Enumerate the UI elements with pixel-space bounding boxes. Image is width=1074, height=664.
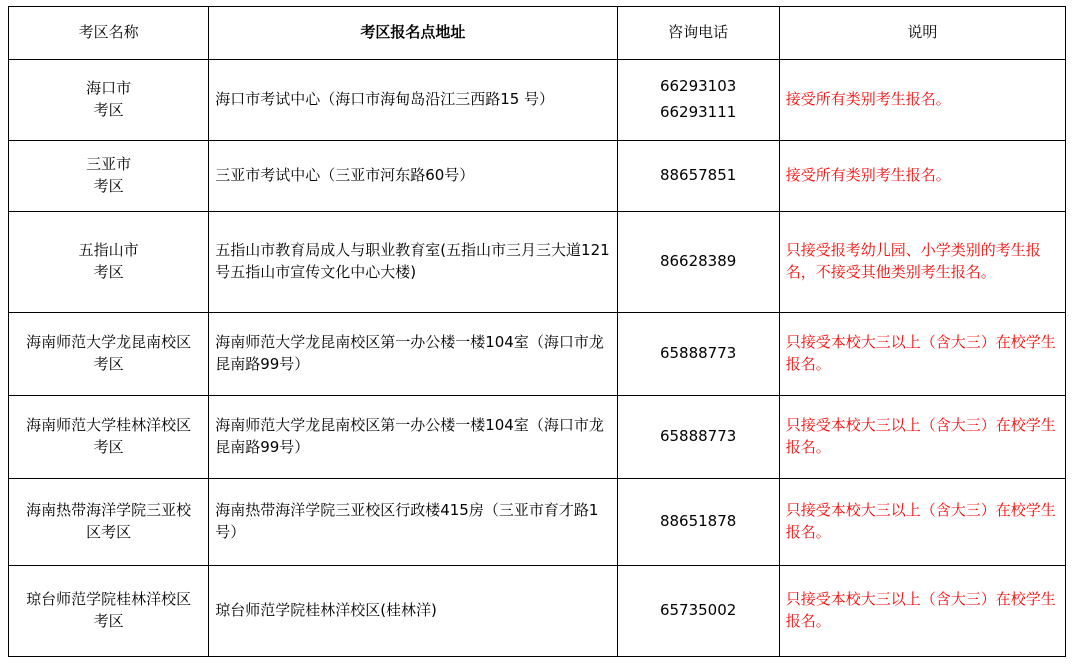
cell-address: 海南师范大学龙昆南校区第一办公楼一楼104室（海口市龙昆南路99号） bbox=[209, 313, 617, 396]
cell-district bbox=[9, 479, 209, 566]
cell-note: 接受所有类别考生报名。 bbox=[779, 141, 1065, 212]
cell-district bbox=[9, 212, 209, 313]
table-row bbox=[9, 566, 1066, 657]
cell-phone bbox=[617, 566, 779, 657]
cell-address: 三亚市考试中心（三亚市河东路60号） bbox=[209, 141, 617, 212]
cell-note: 只接受本校大三以上（含大三）在校学生报名。 bbox=[779, 479, 1065, 566]
cell-address: 琼台师范学院桂林洋校区(桂林洋) bbox=[209, 566, 617, 657]
district-line-1: 三亚市 bbox=[86, 155, 132, 174]
cell-phone bbox=[617, 479, 779, 566]
district-line-2: 考区 bbox=[93, 177, 124, 195]
phone-line-2: 66293111 bbox=[659, 103, 737, 121]
district-line-2: 考区 bbox=[93, 263, 124, 281]
district-line-2: 考区 bbox=[93, 612, 124, 630]
district-line-1: 海南热带海洋学院三亚校 bbox=[26, 501, 192, 520]
district-line-2: 区考区 bbox=[86, 523, 132, 541]
table-row bbox=[9, 141, 1066, 212]
cell-note: 只接受报考幼儿园、小学类别的考生报名，不接受其他类别考生报名。 bbox=[779, 212, 1065, 313]
district-line-2: 考区 bbox=[93, 438, 124, 456]
cell-phone bbox=[617, 141, 779, 212]
district-line-2: 考区 bbox=[93, 101, 124, 119]
phone-line-1: 86628389 bbox=[659, 252, 737, 271]
cell-district bbox=[9, 313, 209, 396]
phone-line-1: 88651878 bbox=[659, 512, 737, 531]
table-row bbox=[9, 212, 1066, 313]
column-header-note: 说明 bbox=[779, 7, 1065, 60]
table-row bbox=[9, 396, 1066, 479]
cell-address: 海口市考试中心（海口市海甸岛沿江三西路15 号） bbox=[209, 60, 617, 141]
district-line-1: 海南师范大学龙昆南校区 bbox=[26, 333, 192, 352]
district-line-1: 琼台师范学院桂林洋校区 bbox=[26, 590, 192, 609]
cell-district bbox=[9, 60, 209, 141]
phone-line-1: 65888773 bbox=[659, 344, 737, 363]
district-line-1: 五指山市 bbox=[78, 241, 139, 260]
cell-phone bbox=[617, 313, 779, 396]
table-row bbox=[9, 313, 1066, 396]
cell-address: 五指山市教育局成人与职业教育室(五指山市三月三大道121号五指山市宣传文化中心大楼) bbox=[209, 212, 617, 313]
cell-note: 只接受本校大三以上（含大三）在校学生报名。 bbox=[779, 313, 1065, 396]
phone-line-1: 65735002 bbox=[659, 601, 737, 620]
table-body bbox=[9, 60, 1066, 657]
table-header bbox=[9, 7, 1066, 60]
cell-note: 接受所有类别考生报名。 bbox=[779, 60, 1065, 141]
column-header-address: 考区报名点地址 bbox=[209, 7, 617, 60]
district-line-1: 海南师范大学桂林洋校区 bbox=[26, 416, 192, 435]
table-row bbox=[9, 479, 1066, 566]
cell-address: 海南热带海洋学院三亚校区行政楼415房（三亚市育才路1号） bbox=[209, 479, 617, 566]
table-header-row bbox=[9, 7, 1066, 60]
phone-line-1: 66293103 bbox=[659, 77, 737, 96]
table-row bbox=[9, 60, 1066, 141]
cell-note: 只接受本校大三以上（含大三）在校学生报名。 bbox=[779, 566, 1065, 657]
cell-note: 只接受本校大三以上（含大三）在校学生报名。 bbox=[779, 396, 1065, 479]
column-header-district: 考区名称 bbox=[9, 7, 209, 60]
cell-district bbox=[9, 396, 209, 479]
exam-sites-table bbox=[8, 6, 1066, 657]
column-header-phone: 咨询电话 bbox=[617, 7, 779, 60]
cell-phone bbox=[617, 60, 779, 141]
phone-line-1: 88657851 bbox=[659, 166, 737, 185]
cell-district bbox=[9, 141, 209, 212]
cell-district bbox=[9, 566, 209, 657]
cell-phone bbox=[617, 396, 779, 479]
phone-line-1: 65888773 bbox=[659, 427, 737, 446]
district-line-2: 考区 bbox=[93, 355, 124, 373]
district-line-1: 海口市 bbox=[86, 79, 132, 98]
cell-address: 海南师范大学龙昆南校区第一办公楼一楼104室（海口市龙昆南路99号） bbox=[209, 396, 617, 479]
cell-phone bbox=[617, 212, 779, 313]
